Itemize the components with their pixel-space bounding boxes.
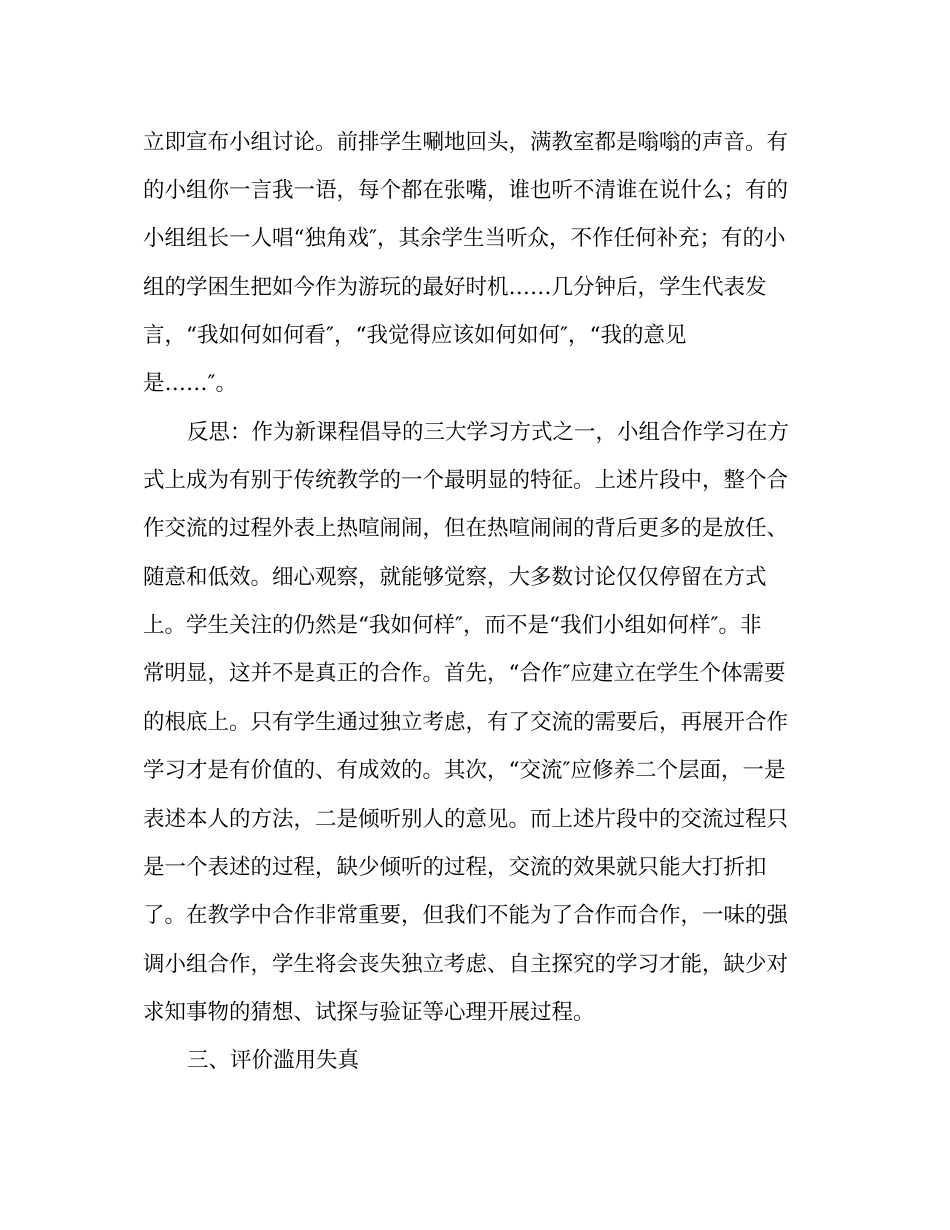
text-line: 是……″。: [143, 371, 238, 396]
section-heading: 三、评价滥用失真: [187, 1048, 360, 1073]
text-line: 是一个表述的过程，缺少倾听的过程，交流的效果就只能大打折扣: [143, 855, 767, 880]
text-line: 随意和低效。细心观察，就能够觉察，大多数讨论仅仅停留在方式: [143, 565, 767, 590]
text-line: 表述本人的方法，二是倾听别人的意见。而上述片段中的交流过程只: [143, 807, 789, 832]
text-line: 调小组合作，学生将会丧失独立考虑、自主探究的学习才能，缺少对: [143, 952, 789, 977]
text-line: 作交流的过程外表上热喧闹闹，但在热喧闹闹的背后更多的是放任、: [143, 516, 789, 541]
text-line: 的根底上。只有学生通过独立考虑，有了交流的需要后，再展开合作: [143, 710, 789, 735]
text-line: 的小组你一言我一语，每个都在张嘴，谁也听不清谁在说什么；有的: [143, 178, 789, 203]
text-line: 学习才是有价值的、有成效的。其次，“交流″应修养二个层面，一是: [143, 758, 786, 783]
text-line: 言，“我如何如何看″，“我觉得应该如何如何″，“我的意见: [143, 323, 687, 348]
paragraph-first-line: 反思：作为新课程倡导的三大学习方式之一，小组合作学习在方: [187, 420, 790, 445]
text-line: 求知事物的猜想、试探与验证等心理开展过程。: [143, 1000, 595, 1025]
text-line: 小组组长一人唱“独角戏″，其余学生当听众，不作任何补充；有的小: [143, 226, 786, 251]
text-line: 组的学困生把如今作为游玩的最好时机……几分钟后，学生代表发: [143, 275, 767, 300]
text-line: 立即宣布小组讨论。前排学生唰地回头，满教室都是嗡嗡的声音。有: [143, 130, 789, 155]
text-line: 上。学生关注的仍然是“我如何样″，而不是“我们小组如何样″。非: [143, 613, 762, 638]
text-line: 常明显，这并不是真正的合作。首先，“合作″应建立在学生个体需要: [143, 661, 786, 686]
text-line: 了。在教学中合作非常重要，但我们不能为了合作而合作，一味的强: [143, 903, 789, 928]
text-line: 式上成为有别于传统教学的一个最明显的特征。上述片段中，整个合: [143, 468, 789, 493]
